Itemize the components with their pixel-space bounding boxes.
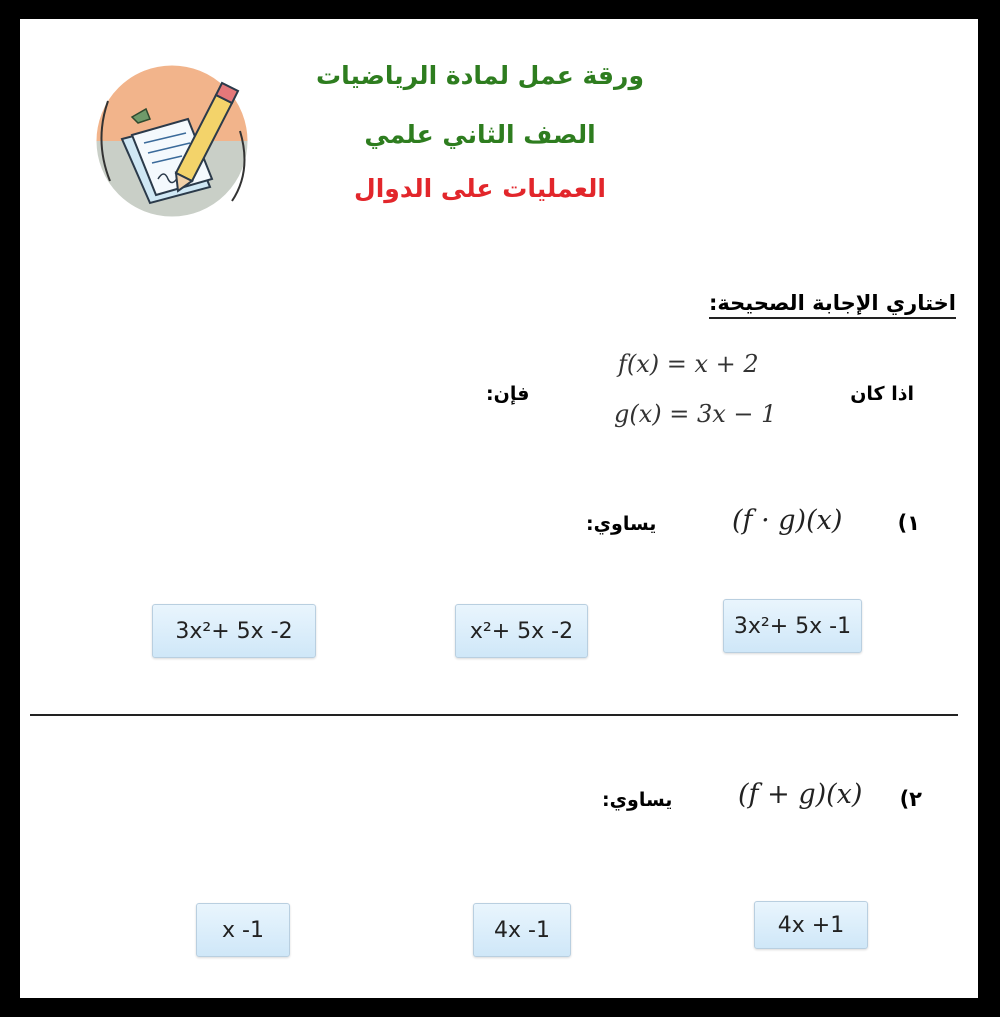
question-1-expression: (f · g)(x) (732, 505, 843, 536)
question-2-number: ٢) (899, 787, 922, 811)
q1-option-2[interactable]: x²+ 5x -2 (455, 604, 588, 658)
grade-label: الصف الثاني علمي (364, 120, 596, 149)
q2-option-3[interactable]: x -1 (196, 903, 290, 957)
question-1-number: ١) (897, 511, 920, 535)
q2-option-2[interactable]: 4x -1 (473, 903, 571, 957)
pencil-paper-icon (92, 61, 252, 221)
q1-option-1[interactable]: 3x²+ 5x -1 (723, 599, 862, 653)
instruction-heading: اختاري الإجابة الصحيحة: (709, 291, 956, 319)
worksheet-title: ورقة عمل لمادة الرياضيات (315, 61, 644, 90)
topic-label: العمليات على الدوال (354, 174, 606, 203)
g-definition: g(x) = 3x − 1 (614, 400, 777, 428)
q2-option-1[interactable]: 4x +1 (754, 901, 868, 949)
question-2-expression: (f + g)(x) (738, 779, 863, 810)
question-1-equals: يساوي: (586, 513, 657, 535)
f-definition: f(x) = x + 2 (618, 350, 759, 378)
question-2-equals: يساوي: (602, 789, 673, 811)
then-label: فإن: (486, 383, 530, 405)
worksheet-page (20, 19, 978, 998)
section-divider (30, 714, 958, 716)
if-label: اذا كان (850, 383, 914, 405)
q1-option-3[interactable]: 3x²+ 5x -2 (152, 604, 316, 658)
